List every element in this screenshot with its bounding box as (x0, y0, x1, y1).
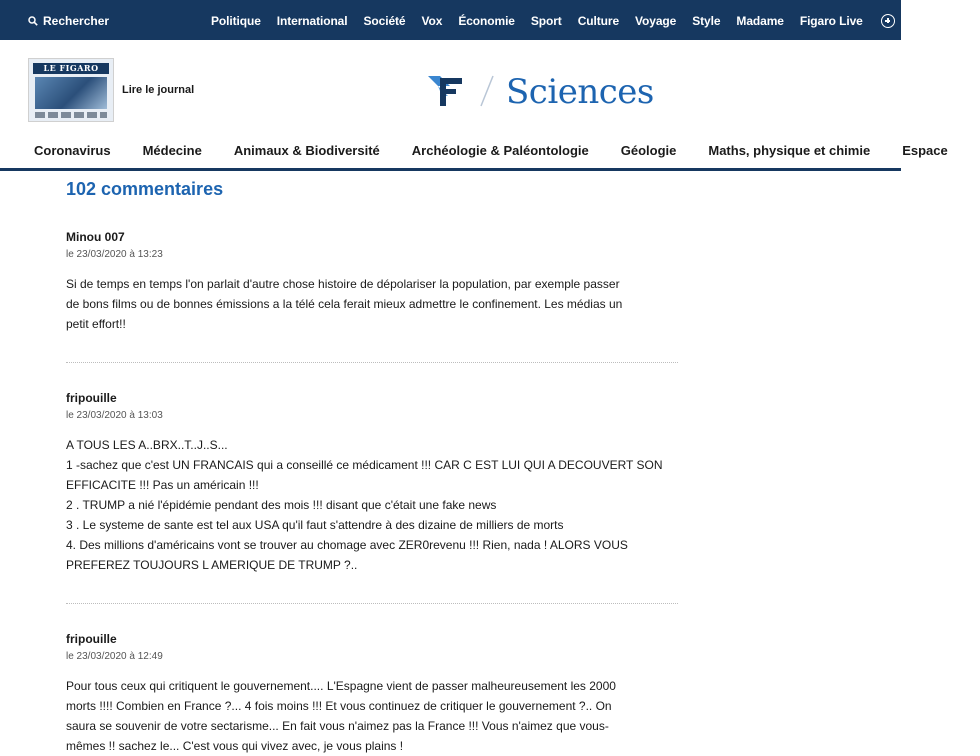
nav-economie[interactable]: Économie (458, 14, 515, 28)
category-geologie[interactable]: Géologie (620, 143, 677, 158)
search-label: Rechercher (43, 14, 110, 28)
more-plus-icon[interactable] (881, 14, 895, 28)
nav-culture[interactable]: Culture (577, 14, 620, 28)
section-title[interactable]: Sciences (506, 72, 654, 112)
comment-separator (66, 362, 678, 363)
journal-cover-headlines (35, 112, 107, 118)
comment-text-line: EFFICACITE !!! Pas un américain !!! (66, 478, 259, 492)
nav-vox[interactable]: Vox (421, 14, 443, 28)
category-divider (0, 168, 901, 171)
comment-text-line: Si de temps en temps l'on parlait d'autre chose histoire de dépolariser la population, par exemple passer (66, 277, 620, 291)
comment-text-line: de bons films ou de bonnes émissions a la télé cela ferait mieux admettre le confinement. Les médias un (66, 297, 623, 311)
comment-date: le 23/03/2020 à 12:49 (66, 651, 163, 662)
main-menu (211, 13, 911, 29)
comment-text (66, 435, 686, 575)
figaro-logo-icon[interactable] (426, 72, 466, 108)
comment-date: le 23/03/2020 à 13:03 (66, 410, 163, 421)
comment-text-line: mêmes !! sachez le... C'est vous qui vivez avec, je vous plains ! (66, 739, 404, 753)
comment-text-line: 1 -sachez que c'est UN FRANCAIS qui a conseillé ce médicament !!! CAR C EST LUI QUI A DECOUVERT SON (66, 458, 663, 472)
search-button[interactable] (28, 13, 109, 29)
comment-text-line: 4. Des millions d'américains vont se trouver au chomage avec ZER0revenu !!! Rien, nada ! ALORS VOUS (66, 538, 628, 552)
nav-international[interactable]: International (276, 14, 348, 28)
journal-masthead: LE FIGARO (33, 63, 109, 74)
comments-count-heading: 102 commentaires (66, 179, 224, 199)
top-navigation-bar (0, 0, 901, 40)
category-espace[interactable]: Espace (902, 143, 948, 158)
comment-text-line: PREFEREZ TOUJOURS L AMERIQUE DE TRUMP ?.. (66, 558, 358, 572)
category-coronavirus[interactable]: Coronavirus (34, 143, 111, 158)
nav-voyage[interactable]: Voyage (635, 14, 677, 28)
comment-item (66, 631, 686, 756)
comment-text-line: petit effort!! (66, 317, 126, 331)
nav-societe[interactable]: Société (363, 14, 406, 28)
comment-text-line: 2 . TRUMP a nié l'épidémie pendant des mois !!! disant que c'était une fake news (66, 498, 497, 512)
nav-sport[interactable]: Sport (530, 14, 562, 28)
comment-text-line: morts !!!! Combien en France ?... 4 fois moins !!! Et vous continuez de critiquer le gouvernement ?.. On (66, 699, 612, 713)
category-animaux-biodiversite[interactable]: Animaux & Biodiversité (233, 143, 380, 158)
comment-text-line: 3 . Le systeme de sante est tel aux USA qu'il faut s'attendre à des dizaine de milliers de morts (66, 518, 564, 532)
comment-text-line: A TOUS LES A..BRX..T..J..S... (66, 438, 228, 452)
comment-text (66, 274, 686, 334)
category-navigation (34, 143, 980, 159)
read-journal-link[interactable]: Lire le journal (122, 84, 195, 96)
comment-text-line: Pour tous ceux qui critiquent le gouvernement.... L'Espagne vient de passer malheureusement les 2000 (66, 679, 616, 693)
comment-author[interactable]: Minou 007 (66, 230, 125, 244)
search-icon (28, 16, 38, 26)
title-divider-slash (477, 74, 497, 108)
comment-date: le 23/03/2020 à 13:23 (66, 249, 163, 260)
journal-cover-photo (35, 77, 107, 109)
comment-text-line: saura se souvenir de votre sectarisme... En fait vous n'aimez pas la France !!! Vous n'aimez que vous- (66, 719, 609, 733)
comment-item (66, 390, 686, 575)
nav-politique[interactable]: Politique (211, 14, 261, 28)
journal-cover-thumbnail[interactable] (28, 58, 114, 122)
nav-madame[interactable]: Madame (736, 14, 784, 28)
comment-author[interactable]: fripouille (66, 632, 117, 646)
category-medecine[interactable]: Médecine (142, 143, 202, 158)
comment-item (66, 229, 686, 334)
nav-figaro-live[interactable]: Figaro Live (799, 14, 863, 28)
comment-author[interactable]: fripouille (66, 391, 117, 405)
nav-style[interactable]: Style (692, 14, 721, 28)
comment-text (66, 676, 686, 756)
comment-separator (66, 603, 678, 604)
category-archeologie-paleontologie[interactable]: Archéologie & Paléontologie (411, 143, 589, 158)
category-maths-physique-chimie[interactable]: Maths, physique et chimie (708, 143, 871, 158)
